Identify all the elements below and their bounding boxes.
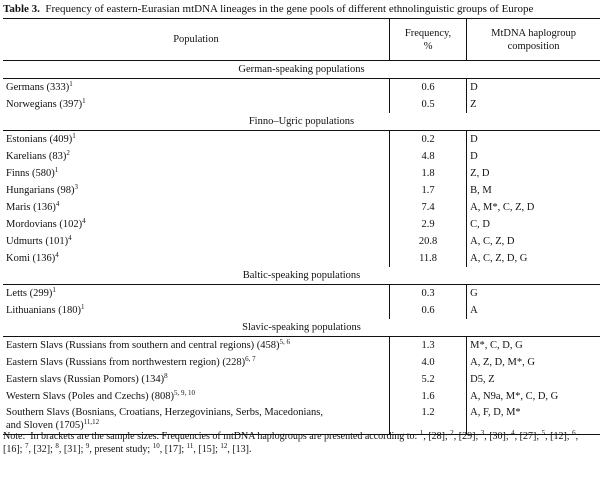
- reference-mark: 1: [82, 97, 86, 105]
- reference-mark: 1: [80, 303, 85, 311]
- table-row: [3, 96, 600, 113]
- haplogroup-cell: D: [467, 79, 600, 97]
- population-cell: [3, 148, 389, 165]
- haplogroup-cell: A, Z, D, M*, G: [467, 354, 600, 371]
- note-ref-number: 9: [85, 442, 90, 450]
- haplogroup-cell: A, C, Z, D: [467, 233, 600, 250]
- header-haplogroup: MtDNA haplogroup composition: [467, 19, 600, 61]
- note-ref-source: [31]: [63, 444, 81, 455]
- population-name: Western Slavs (Poles and Czechs) (808): [6, 391, 174, 402]
- table-row: [3, 388, 600, 405]
- frequency-cell: 0.3: [389, 285, 466, 303]
- note-ref-source: [28]: [428, 431, 445, 442]
- reference-mark: 6, 7: [245, 355, 256, 363]
- note-ref-number: 4: [511, 429, 515, 437]
- reference-mark: 4: [55, 251, 59, 259]
- population-cell: [3, 131, 389, 149]
- reference-mark: 4: [55, 200, 60, 208]
- section-title: Finno–Ugric populations: [3, 113, 600, 131]
- note-ref-number: 2: [450, 429, 454, 437]
- haplogroup-cell: B, M: [467, 182, 600, 199]
- haplogroup-cell: Z, D: [467, 165, 600, 182]
- haplogroup-cell: A, F, D, M*: [467, 405, 600, 435]
- table-row: [3, 233, 600, 250]
- section-title: German-speaking populations: [3, 61, 600, 79]
- note-ref-source: present study: [94, 444, 148, 455]
- population-cell: [3, 388, 389, 405]
- population-name: Lithuanians (180): [6, 305, 81, 316]
- reference-mark: 11,12: [83, 418, 100, 426]
- frequency-cell: 7.4: [389, 199, 466, 216]
- note-ref-number: 5: [541, 429, 546, 437]
- table-row: [3, 165, 600, 182]
- table-body: [3, 61, 600, 435]
- population-cell: [3, 354, 389, 371]
- note-ref-source: [17]: [164, 444, 182, 455]
- haplogroup-cell: A, M*, C, Z, D: [467, 199, 600, 216]
- population-name: Norwegians (397): [6, 99, 83, 110]
- haplogroup-cell: A, C, Z, D, G: [467, 250, 600, 267]
- population-name: Eastern slavs (Russian Pomors) (134): [6, 374, 165, 385]
- note-ref-number: 6: [572, 429, 576, 437]
- reference-mark: 1: [72, 132, 76, 140]
- reference-mark: 1: [69, 80, 73, 88]
- note-ref-source: [13]: [232, 444, 250, 455]
- table-caption: [3, 3, 533, 15]
- frequency-cell: 1.6: [389, 388, 466, 405]
- table-row: [3, 216, 600, 233]
- haplogroup-cell: Z: [467, 96, 600, 113]
- population-cell: [3, 285, 389, 303]
- note-ref-number: 11: [186, 442, 194, 450]
- table-row: [3, 182, 600, 199]
- frequency-cell: 0.6: [389, 79, 466, 97]
- frequency-cell: 2.9: [389, 216, 466, 233]
- note-ref-source: [30]: [489, 431, 506, 442]
- population-name: Southern Slavs (Bosnians, Croatians, Herzegovinians, Serbs, Macedonians,: [6, 407, 323, 418]
- population-name: Komi (136): [6, 253, 56, 264]
- section-row: [3, 267, 600, 285]
- population-cell: [3, 199, 389, 216]
- haplogroup-cell: A, N9a, M*, C, D, G: [467, 388, 600, 405]
- table-row: [3, 250, 600, 267]
- population-cell: [3, 250, 389, 267]
- reference-mark: 5, 6: [279, 338, 291, 346]
- header-row: [3, 19, 600, 61]
- reference-mark: 4: [68, 234, 72, 242]
- table-row: [3, 199, 600, 216]
- frequency-cell: 4.8: [389, 148, 466, 165]
- population-name-cont: and Sloven (1705): [6, 420, 84, 431]
- population-cell: [3, 79, 389, 97]
- section-row: [3, 319, 600, 337]
- frequency-cell: 0.5: [389, 96, 466, 113]
- frequency-cell: 20.8: [389, 233, 466, 250]
- population-name: Germans (333): [6, 82, 70, 93]
- population-name: Karelians (83): [6, 151, 67, 162]
- population-cell: [3, 233, 389, 250]
- population-cell: [3, 182, 389, 199]
- frequency-table: [3, 18, 600, 435]
- reference-mark: 1: [54, 166, 59, 174]
- reference-mark: 3: [74, 183, 79, 191]
- note-ref-source: [29]: [458, 431, 476, 442]
- table-row: [3, 337, 600, 355]
- haplogroup-cell: D5, Z: [467, 371, 600, 388]
- population-name: Estonians (409): [6, 134, 73, 145]
- reference-mark: 8: [164, 372, 168, 380]
- haplogroup-cell: D: [467, 131, 600, 149]
- section-title: Baltic-speaking populations: [3, 267, 600, 285]
- population-name: Letts (299): [6, 288, 53, 299]
- note-ref-number: 3: [480, 429, 485, 437]
- haplogroup-cell: M*, C, D, G: [467, 337, 600, 355]
- population-cell: [3, 96, 389, 113]
- frequency-cell: 4.0: [389, 354, 466, 371]
- header-population: Population: [3, 19, 389, 61]
- section-row: [3, 113, 600, 131]
- reference-mark: 5, 9, 10: [174, 389, 195, 397]
- population-name: Hungarians (98): [6, 185, 75, 196]
- haplogroup-cell: C, D: [467, 216, 600, 233]
- note-ref-number: 10: [152, 442, 160, 450]
- population-cell: [3, 337, 389, 355]
- note-ref-number: 7: [24, 442, 29, 450]
- table-row: [3, 371, 600, 388]
- section-row: [3, 61, 600, 79]
- frequency-cell: 0.2: [389, 131, 466, 149]
- frequency-cell: 5.2: [389, 371, 466, 388]
- reference-mark: 2: [66, 149, 70, 157]
- population-name: Mordovians (102): [6, 219, 83, 230]
- table-row: [3, 79, 600, 97]
- header-frequency: Frequency, %: [389, 19, 466, 61]
- note-ref-source: [15]: [198, 444, 216, 455]
- population-cell: [3, 216, 389, 233]
- population-name: Udmurts (101): [6, 236, 69, 247]
- note-ref-source: [16]: [3, 444, 20, 455]
- note-ref-source: [32]: [33, 444, 51, 455]
- table-label: Table 3.: [3, 3, 40, 15]
- note-ref-number: 12: [220, 442, 228, 450]
- frequency-cell: 0.6: [389, 302, 466, 319]
- reference-mark: 4: [82, 217, 86, 225]
- haplogroup-cell: G: [467, 285, 600, 303]
- table-title: Frequency of eastern-Eurasian mtDNA lineages in the gene pools of different ethnolinguistic groups of Europe: [45, 3, 534, 15]
- section-title: Slavic-speaking populations: [3, 319, 600, 337]
- population-name: Eastern Slavs (Russians from northwestern region) (228): [6, 357, 246, 368]
- population-cell: [3, 302, 389, 319]
- frequency-cell: 1.8: [389, 165, 466, 182]
- note-ref-source: [27]: [519, 431, 537, 442]
- population-name: Eastern Slavs (Russians from southern and central regions) (458): [6, 340, 280, 351]
- frequency-cell: 11.8: [389, 250, 466, 267]
- population-cell: [3, 165, 389, 182]
- frequency-cell: 1.7: [389, 182, 466, 199]
- table-row: [3, 285, 600, 303]
- haplogroup-cell: D: [467, 148, 600, 165]
- frequency-cell: 1.3: [389, 337, 466, 355]
- table-row: [3, 354, 600, 371]
- reference-mark: 1: [52, 286, 56, 294]
- note-ref-number: 1: [419, 429, 424, 437]
- table-row: [3, 148, 600, 165]
- note-ref-source: [12]: [550, 431, 567, 442]
- population-name: Maris (136): [6, 202, 56, 213]
- table-row: [3, 131, 600, 149]
- note-ref-number: 8: [55, 442, 59, 450]
- table-note: Note: In brackets are the sample sizes. Frequencies of mtDNA haplogroups are presented according to: $^1$, [28]; $^2$, [29]; $^3$, [30]; $^4$, [27]; $^5$, [12]; $^6$, [16]; $^7$, [32]; $^8$, [31]; $^9$, present study; $^{10}$, [17]; $^{11}$, [15]; $^{12}$, [13].: [3, 429, 579, 455]
- table-row: [3, 302, 600, 319]
- population-cell: [3, 371, 389, 388]
- frequency-cell: 1.2: [389, 405, 466, 435]
- note-references: $^1$, [28]; $^2$, [29]; $^3$, [30]; $^4$, [27]; $^5$, [12]; $^6$, [16]; $^7$, [32]; $^8$, [31]; $^9$, present study; $^{10}$, [17]; $^{11}$, [15]; $^{12}$, [13].: [3, 429, 579, 455]
- population-name: Finns (580): [6, 168, 55, 179]
- haplogroup-cell: A: [467, 302, 600, 319]
